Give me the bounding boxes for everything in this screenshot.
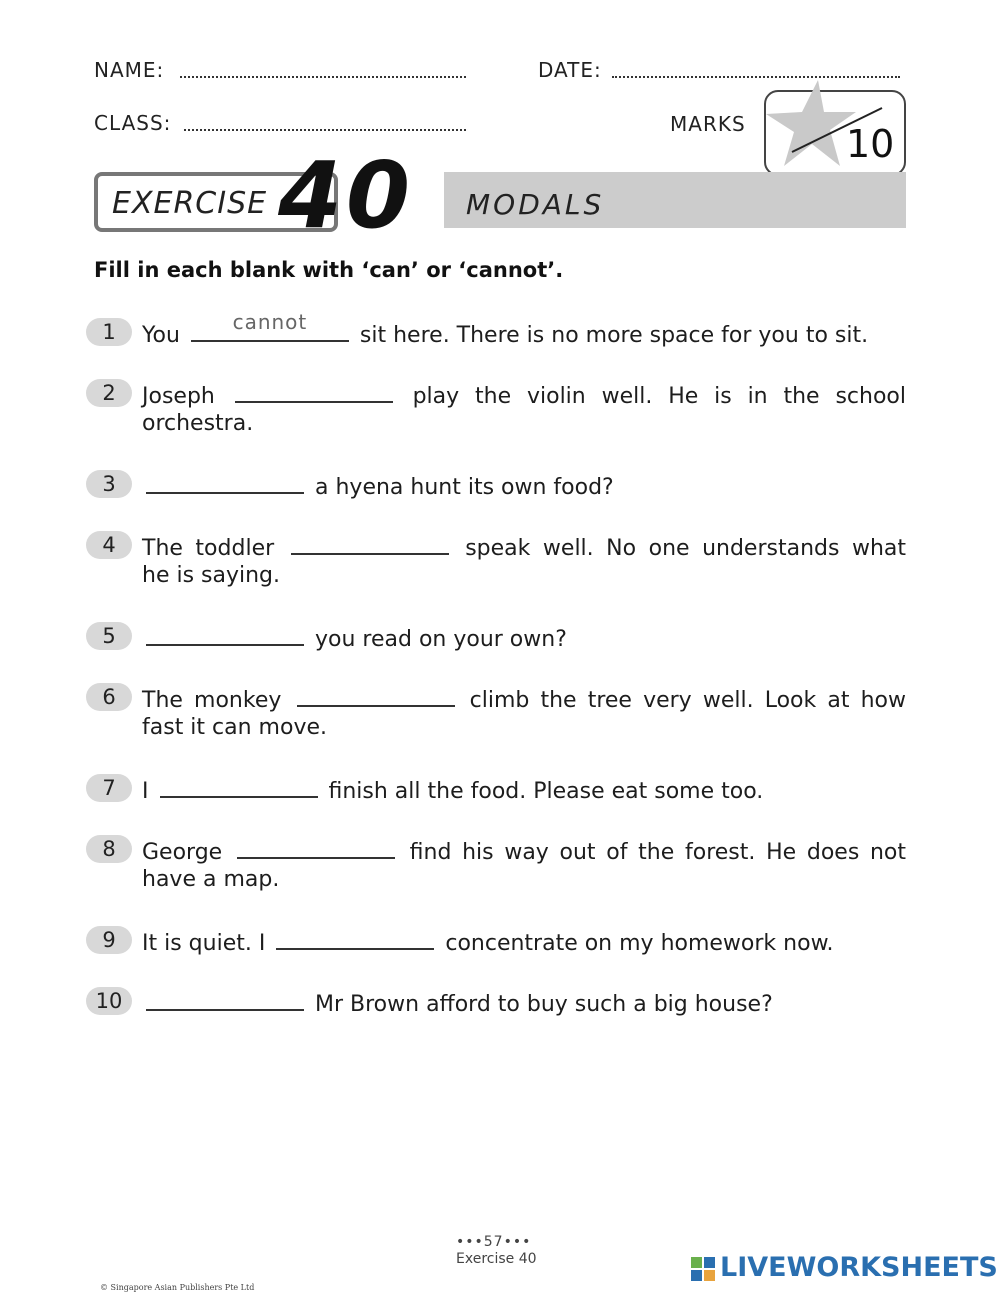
- name-label: NAME:: [94, 58, 165, 82]
- question-number: 4: [86, 531, 132, 559]
- question-text-after: speak well. No one understands what: [465, 536, 907, 561]
- question-text: [142, 772, 906, 807]
- question-number: 5: [86, 622, 132, 650]
- question-number: 2: [86, 379, 132, 407]
- answer-value: cannot: [232, 310, 308, 334]
- question-text: [142, 310, 906, 351]
- question-text-after: concentrate on my homework now.: [445, 931, 834, 956]
- question-text-before: The monkey: [142, 688, 282, 713]
- date-label: DATE:: [538, 58, 602, 82]
- question-text: [142, 833, 906, 868]
- topic-title: MODALS: [466, 188, 605, 221]
- question-number: 8: [86, 835, 132, 863]
- question-text: [142, 924, 906, 959]
- question-text-continued: orchestra.: [142, 411, 254, 436]
- answer-blank[interactable]: [160, 772, 318, 798]
- marks-label: MARKS: [670, 112, 746, 136]
- question-number: 7: [86, 774, 132, 802]
- answer-blank[interactable]: [237, 833, 395, 859]
- question-text-before: The toddler: [142, 536, 275, 561]
- question-text-after: Mr Brown afford to buy such a big house?: [315, 992, 773, 1017]
- exercise-reference: Exercise 40: [456, 1251, 537, 1267]
- question-text-after: a hyena hunt its own food?: [315, 475, 614, 500]
- answer-blank[interactable]: [191, 310, 349, 342]
- exercise-word: EXERCISE: [112, 186, 268, 221]
- question-number: 6: [86, 683, 132, 711]
- answer-blank[interactable]: [146, 620, 304, 646]
- answer-blank[interactable]: [146, 468, 304, 494]
- answer-blank[interactable]: [235, 377, 393, 403]
- question-number: 3: [86, 470, 132, 498]
- question-text-after: sit here. There is no more space for you to sit.: [359, 323, 869, 348]
- question-text-after: finish all the food. Please eat some too.: [328, 779, 764, 804]
- question-text: [142, 620, 906, 655]
- marks-total: 10: [846, 122, 895, 166]
- question-text: [142, 529, 906, 564]
- question-text-continued: fast it can move.: [142, 715, 327, 740]
- class-field[interactable]: [184, 129, 466, 131]
- question-text-after: find his way out of the forest. He does not: [409, 840, 907, 865]
- question-text-before: It is quiet. I: [142, 931, 266, 956]
- liveworksheets-brand[interactable]: LIVEWORKSHEETS: [720, 1252, 998, 1283]
- instruction-text: Fill in each blank with ‘can’ or ‘cannot’.: [94, 258, 564, 282]
- liveworksheets-logo-icon: [690, 1256, 716, 1282]
- question-text: [142, 985, 906, 1020]
- question-text-before: I: [142, 779, 149, 804]
- question-text: [142, 681, 906, 716]
- name-field[interactable]: [180, 76, 466, 78]
- answer-blank[interactable]: [291, 529, 449, 555]
- question-text-before: Joseph: [142, 384, 215, 409]
- question-text-after: you read on your own?: [315, 627, 567, 652]
- class-label: CLASS:: [94, 111, 172, 135]
- question-number: 1: [86, 318, 132, 346]
- answer-blank[interactable]: [276, 924, 434, 950]
- answer-blank[interactable]: [297, 681, 455, 707]
- question-text-after: climb the tree very well. Look at how: [469, 688, 906, 713]
- question-text-continued: he is saying.: [142, 563, 281, 588]
- question-text-before: George: [142, 840, 223, 865]
- page-number: •••57•••: [456, 1234, 532, 1250]
- question-text-continued: have a map.: [142, 867, 280, 892]
- copyright-text: © Singapore Asian Publishers Pte Ltd: [100, 1283, 255, 1292]
- exercise-number: 40: [278, 142, 415, 249]
- question-number: 10: [86, 987, 132, 1015]
- question-text: [142, 377, 906, 412]
- question-text-before: You: [142, 323, 180, 348]
- question-number: 9: [86, 926, 132, 954]
- answer-blank[interactable]: [146, 985, 304, 1011]
- question-text-after: play the violin well. He is in the school: [412, 384, 906, 409]
- question-text: [142, 468, 906, 503]
